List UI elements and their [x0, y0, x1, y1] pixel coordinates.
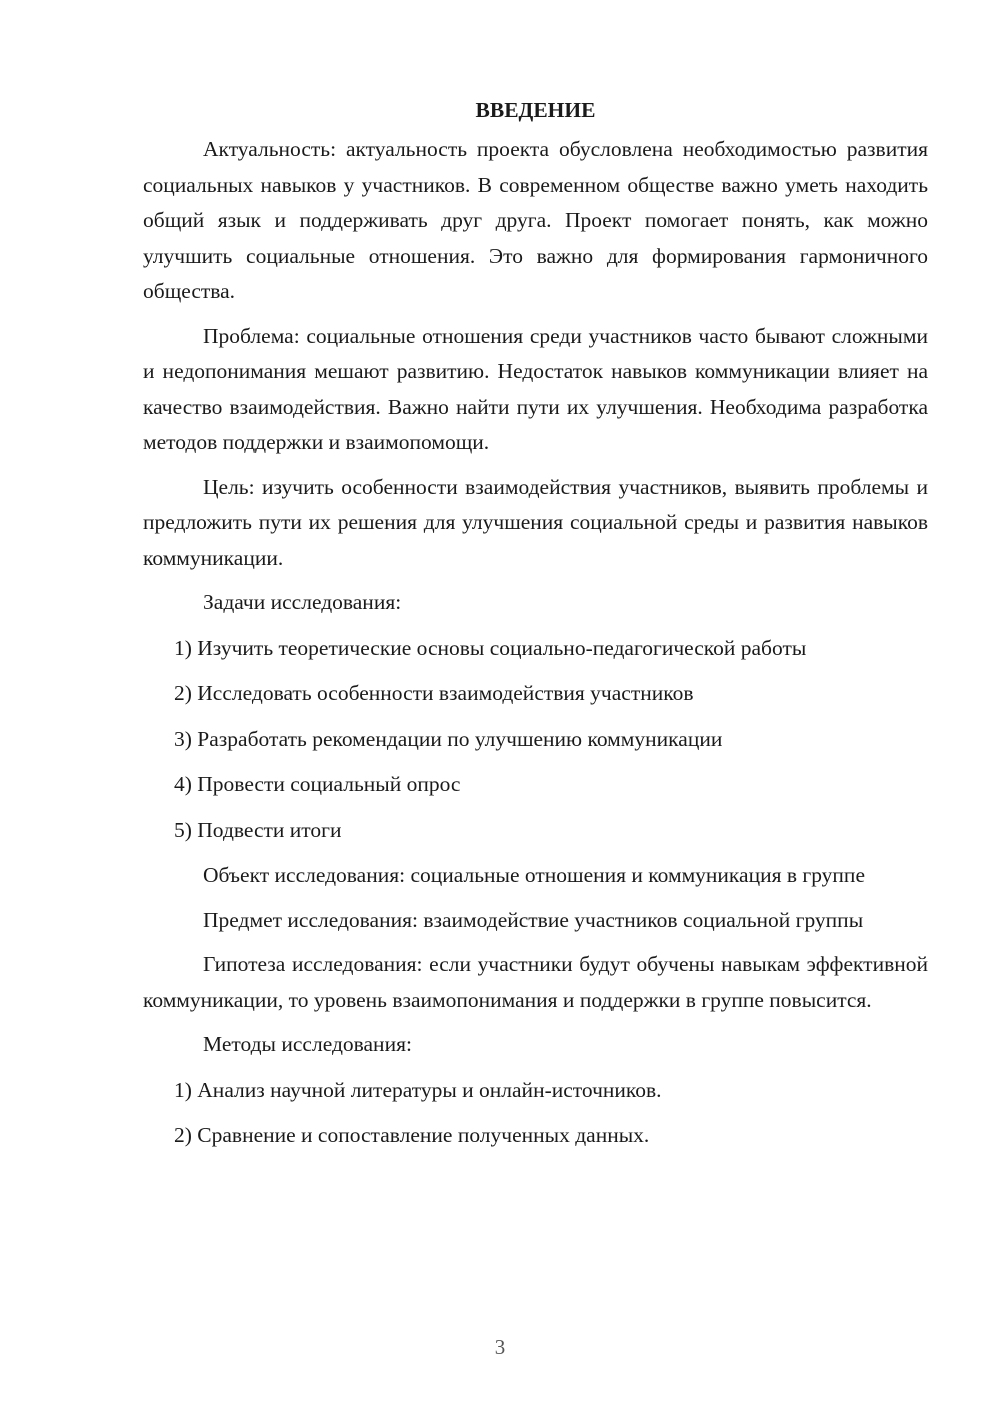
methods-heading: Методы исследования:: [203, 1032, 412, 1056]
task-item-3: 3) Разработать рекомендации по улучшению коммуникации: [174, 726, 723, 751]
page-title: ВВЕДЕНИЕ: [475, 98, 596, 122]
tasks-heading: Задачи исследования:: [203, 590, 402, 614]
task-item-5: 5) Подвести итоги: [174, 817, 342, 842]
paragraph-goal: Цель: изучить особенности взаимодействия участников, выявить проблемы и предложить пути их решения для улучшения социальной среды и развития навыков коммуникации.: [143, 474, 928, 570]
paragraph-problem: Проблема: социальные отношения среди участников часто бывают сложными и недопонимания мешают развитию. Недостаток навыков коммуникации влияет на качество взаимодействия. Важно найти пути их улучшения. Необходима разработка методов поддержки и взаимопомощи.: [143, 323, 928, 454]
method-item-2: 2) Сравнение и сопоставление полученных данных.: [174, 1123, 650, 1147]
paragraph-hypothesis: Гипотеза исследования: если участники будут обучены навыкам эффективной коммуникации, то уровень взаимопонимания и поддержки в группе повысится.: [143, 952, 928, 1012]
method-item-1: 1) Анализ научной литературы и онлайн-источников.: [174, 1077, 662, 1102]
task-item-2: 2) Исследовать особенности взаимодействия участников: [174, 681, 694, 705]
paragraph-object: Объект исследования: социальные отношения и коммуникация в группе: [203, 863, 865, 887]
page-content: [143, 92, 928, 1164]
page-number: 3: [494, 1335, 506, 1359]
task-item-4: 4) Провести социальный опрос: [174, 772, 461, 796]
paragraph-relevance: Актуальность: актуальность проекта обусловлена необходимостью развития социальных навыков у участников. В современном обществе важно уметь находить общий язык и поддерживать друг друга. Проект помогает понять, как можно улучшить социальные отношения. Это важно для формирования гармоничного общества.: [143, 137, 928, 303]
paragraph-subject: Предмет исследования: взаимодействие участников социальной группы: [203, 907, 864, 932]
task-item-1: 1) Изучить теоретические основы социально-педагогической работы: [174, 635, 807, 660]
